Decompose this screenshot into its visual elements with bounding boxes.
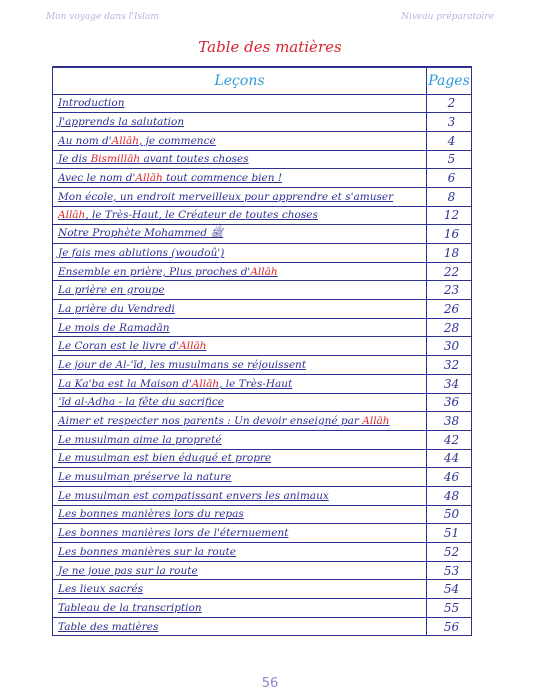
lesson-text: Je ne joue pas sur la route — [58, 564, 198, 577]
lesson-text: avant toutes choses — [140, 153, 249, 166]
lesson-text: , je commence — [139, 134, 216, 147]
table-row — [53, 187, 472, 206]
table-row — [53, 281, 472, 300]
page-reference: 52 — [427, 543, 472, 562]
table-row — [53, 225, 472, 244]
page-reference: 22 — [427, 262, 472, 281]
lesson-text: Le musulman préserve la nature — [58, 471, 232, 484]
page-reference: 3 — [427, 113, 472, 132]
highlighted-term: Allāh — [58, 209, 86, 222]
lesson-text: La prière du Vendredi — [58, 302, 175, 315]
lesson-title — [53, 113, 427, 132]
lesson-text: , le Très-Haut, le Créateur de toutes choses — [85, 209, 318, 222]
table-row — [53, 337, 472, 356]
lesson-text: Je dis — [58, 153, 91, 166]
table-row — [53, 206, 472, 225]
page-reference: 54 — [427, 580, 472, 599]
table-row — [53, 113, 472, 132]
lesson-title — [53, 337, 427, 356]
page-reference: 5 — [427, 150, 472, 169]
table-row — [53, 599, 472, 618]
table-row — [53, 468, 472, 487]
page-reference: 12 — [427, 206, 472, 225]
lesson-text: Aimer et respecter nos parents : Un devoir enseigné par — [58, 415, 363, 428]
page-title: Table des matières — [198, 38, 342, 56]
lesson-text: La prière en groupe — [58, 284, 165, 297]
page-reference: 38 — [427, 412, 472, 431]
lesson-title — [53, 356, 427, 375]
table-header-row — [53, 67, 472, 94]
highlighted-term: Allāh — [191, 377, 220, 390]
lesson-text: ʿīd al-Adha - la fête du sacrifice — [58, 396, 225, 409]
lesson-title — [53, 94, 427, 113]
lesson-title — [53, 131, 427, 150]
table-row — [53, 580, 472, 599]
table-body — [53, 94, 472, 636]
page-reference: 8 — [427, 187, 472, 206]
table-row — [53, 262, 472, 281]
highlighted-term: Bismillāh — [90, 153, 141, 166]
page-reference: 56 — [427, 617, 472, 636]
page-reference: 23 — [427, 281, 472, 300]
page-reference: 55 — [427, 599, 472, 618]
page-reference: 53 — [427, 561, 472, 580]
lesson-title — [53, 617, 427, 636]
highlighted-term: Allāh — [111, 134, 139, 147]
lesson-text: Les bonnes manières lors du repas — [58, 508, 244, 521]
table-row — [53, 412, 472, 431]
table-row — [53, 561, 472, 580]
lesson-title — [53, 393, 427, 412]
table-row — [53, 393, 472, 412]
page-reference: 30 — [427, 337, 472, 356]
lesson-text: Le musulman est compatissant envers les animaux — [58, 489, 329, 502]
page-reference: 28 — [427, 318, 472, 337]
table-row — [53, 318, 472, 337]
table-row — [53, 505, 472, 524]
lesson-text: Introduction — [58, 97, 125, 110]
lesson-text: Ensemble en prière, Plus proches d' — [58, 265, 251, 278]
lesson-title — [53, 281, 427, 300]
highlighted-term: Allāh — [250, 265, 278, 278]
page-reference: 2 — [427, 94, 472, 113]
lesson-title — [53, 300, 427, 319]
page-reference: 46 — [427, 468, 472, 487]
lesson-text: Les lieux sacrés — [58, 583, 144, 596]
lesson-text: Mon école, un endroit merveilleux pour apprendre et s'amuser — [58, 190, 394, 203]
lesson-title — [53, 206, 427, 225]
lesson-text: Le musulman est bien éduqué et propre — [58, 452, 272, 465]
lessons-column-header: Leçons — [53, 67, 427, 94]
page-reference: 36 — [427, 393, 472, 412]
table-row — [53, 486, 472, 505]
lesson-title — [53, 374, 427, 393]
lesson-title — [53, 187, 427, 206]
lesson-title — [53, 225, 427, 244]
table-row — [53, 430, 472, 449]
lesson-text: La Ka'ba est la Maison d' — [58, 377, 192, 390]
running-header-left: Mon voyage dans l'Islam — [46, 12, 159, 22]
page-reference: 26 — [427, 300, 472, 319]
lesson-title — [53, 468, 427, 487]
table-row — [53, 131, 472, 150]
page-reference: 51 — [427, 524, 472, 543]
highlighted-term: Allāh — [135, 172, 163, 185]
highlighted-term: Allāh — [179, 340, 207, 353]
lesson-title — [53, 169, 427, 188]
table-of-contents — [52, 66, 472, 636]
page-reference: 44 — [427, 449, 472, 468]
lesson-title — [53, 505, 427, 524]
lesson-text: Au nom d' — [58, 134, 112, 147]
lesson-title — [53, 580, 427, 599]
lesson-text: Le musulman aime la propreté — [58, 433, 222, 446]
table-row — [53, 617, 472, 636]
lesson-title — [53, 599, 427, 618]
page-reference: 18 — [427, 244, 472, 263]
lesson-title — [53, 524, 427, 543]
page-reference: 6 — [427, 169, 472, 188]
lesson-text: Je fais mes ablutions (woudoû') — [58, 246, 225, 259]
page-reference: 34 — [427, 374, 472, 393]
lesson-title — [53, 561, 427, 580]
table-row — [53, 356, 472, 375]
page-reference: 32 — [427, 356, 472, 375]
lesson-text: , le Très-Haut — [219, 377, 293, 390]
pages-column-header: Pages — [427, 67, 472, 94]
lesson-title — [53, 150, 427, 169]
page-reference: 48 — [427, 486, 472, 505]
lesson-text: Avec le nom d' — [58, 172, 136, 185]
lesson-text: Table des matières — [58, 620, 159, 633]
table-row — [53, 244, 472, 263]
lesson-title — [53, 430, 427, 449]
lesson-title — [53, 318, 427, 337]
lesson-text: J'apprends la salutation — [58, 116, 185, 129]
lesson-text: Tableau de la transcription — [58, 601, 202, 614]
lesson-text: Le Coran est le livre d' — [58, 340, 180, 353]
lesson-title — [53, 449, 427, 468]
lesson-text: Le jour de Al-ʿīd, les musulmans se réjouissent — [58, 358, 307, 371]
lesson-text: Les bonnes manières sur la route — [58, 545, 236, 558]
page-number: 56 — [261, 676, 279, 691]
page-reference: 42 — [427, 430, 472, 449]
table-row — [53, 169, 472, 188]
lesson-text: tout commence bien ! — [162, 172, 283, 185]
lesson-title — [53, 244, 427, 263]
table-row — [53, 374, 472, 393]
table-row — [53, 543, 472, 562]
table-row — [53, 524, 472, 543]
table-row — [53, 150, 472, 169]
lesson-text: Notre Prophète Mohammed ﷺ — [58, 226, 224, 239]
running-header-right: Niveau préparatoire — [401, 12, 494, 22]
table-row — [53, 449, 472, 468]
page-reference: 4 — [427, 131, 472, 150]
page-reference: 16 — [427, 225, 472, 244]
table-row — [53, 94, 472, 113]
lesson-title — [53, 486, 427, 505]
lesson-title — [53, 543, 427, 562]
lesson-text: Le mois de Ramadān — [58, 321, 170, 334]
lesson-title — [53, 412, 427, 431]
lesson-title — [53, 262, 427, 281]
table-row — [53, 300, 472, 319]
highlighted-term: Allāh — [362, 415, 390, 428]
lesson-text: Les bonnes manières lors de l'éternuement — [58, 527, 289, 540]
page-reference: 50 — [427, 505, 472, 524]
